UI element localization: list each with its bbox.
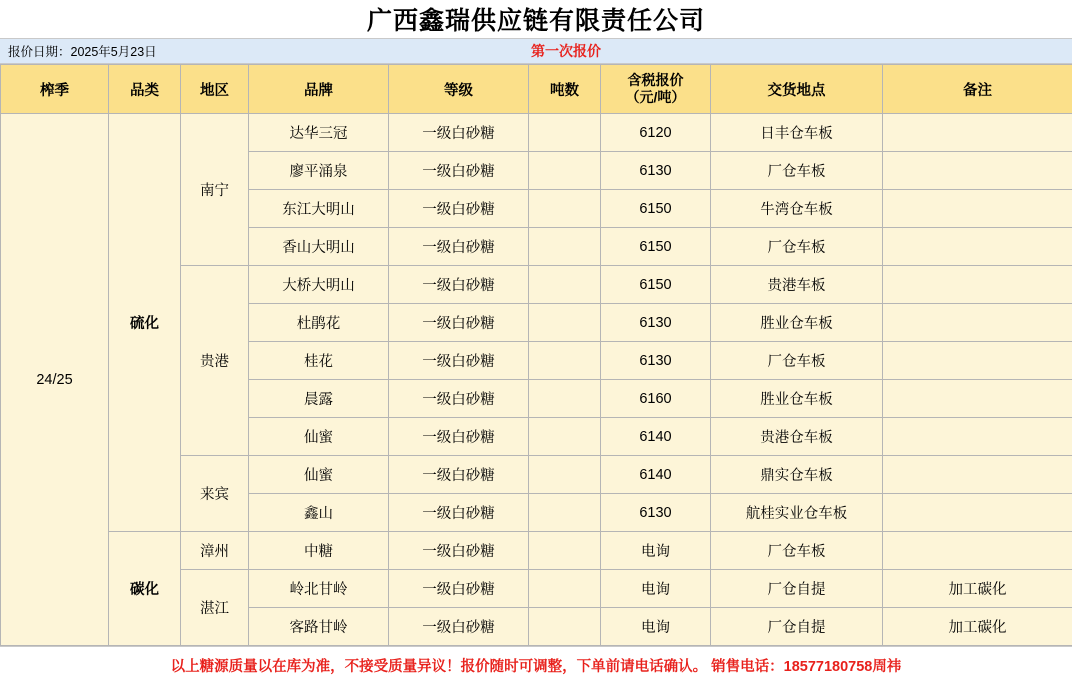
cell-brand: 中糖: [249, 532, 389, 570]
column-header-price-text: 含税报价: [627, 71, 684, 88]
quote-date: 报价日期：2025年5月23日: [8, 45, 157, 60]
cell-delivery-place: 牛湾仓车板: [711, 190, 883, 228]
cell-delivery-place: 胜业仓车板: [711, 304, 883, 342]
price-table: [0, 64, 1072, 646]
cell-grade: 一级白砂糖: [389, 418, 529, 456]
cell-remark: [883, 304, 1072, 342]
cell-remark: [883, 342, 1072, 380]
subheader-bar: [0, 39, 1072, 64]
cell-category-sulfur: 硫化: [109, 114, 181, 532]
cell-delivery-place: 厂仓车板: [711, 532, 883, 570]
cell-tons: [529, 418, 601, 456]
column-header-grade: 等级: [389, 65, 529, 114]
cell-delivery-place: 厂仓车板: [711, 342, 883, 380]
table-header: [1, 65, 1072, 114]
cell-tons: [529, 342, 601, 380]
cell-price: 电询: [601, 570, 711, 608]
cell-price: 6150: [601, 190, 711, 228]
cell-brand: 桂花: [249, 342, 389, 380]
cell-brand: 仙蜜: [249, 418, 389, 456]
cell-remark: [883, 456, 1072, 494]
cell-grade: 一级白砂糖: [389, 228, 529, 266]
cell-price: 电询: [601, 532, 711, 570]
cell-grade: 一级白砂糖: [389, 494, 529, 532]
cell-tons: [529, 456, 601, 494]
cell-price: 6130: [601, 342, 711, 380]
column-header-season: 榨季: [1, 65, 109, 114]
cell-remark: [883, 190, 1072, 228]
column-header-remark: 备注: [883, 65, 1072, 114]
quote-round-label: 第一次报价: [531, 43, 601, 60]
column-header-region: 地区: [181, 65, 249, 114]
footer-bar: [0, 646, 1072, 683]
cell-grade: 一级白砂糖: [389, 532, 529, 570]
cell-season: 24/25: [1, 114, 109, 646]
cell-price: 电询: [601, 608, 711, 646]
cell-brand: 仙蜜: [249, 456, 389, 494]
cell-delivery-place: 厂仓车板: [711, 152, 883, 190]
cell-remark: 加工碳化: [883, 570, 1072, 608]
title-bar: [0, 0, 1072, 39]
table-header-row: [1, 65, 1072, 114]
cell-tons: [529, 152, 601, 190]
cell-brand: 大桥大明山: [249, 266, 389, 304]
cell-brand: 廖平涌泉: [249, 152, 389, 190]
cell-delivery-place: 厂仓车板: [711, 228, 883, 266]
cell-grade: 一级白砂糖: [389, 570, 529, 608]
cell-remark: [883, 228, 1072, 266]
cell-brand: 杜鹃花: [249, 304, 389, 342]
cell-tons: [529, 532, 601, 570]
cell-grade: 一级白砂糖: [389, 266, 529, 304]
column-header-brand: 品牌: [249, 65, 389, 114]
cell-delivery-place: 厂仓自提: [711, 570, 883, 608]
cell-region-laibin: 来宾: [181, 456, 249, 532]
cell-tons: [529, 228, 601, 266]
column-header-delivery-place: 交货地点: [711, 65, 883, 114]
cell-brand: 达华三冠: [249, 114, 389, 152]
cell-brand: 香山大明山: [249, 228, 389, 266]
cell-tons: [529, 114, 601, 152]
column-header-price-unit: （元/吨）: [625, 89, 686, 106]
cell-delivery-place: 日丰仓车板: [711, 114, 883, 152]
cell-grade: 一级白砂糖: [389, 456, 529, 494]
cell-remark: [883, 266, 1072, 304]
cell-remark: [883, 152, 1072, 190]
cell-delivery-place: 鼎实仓车板: [711, 456, 883, 494]
cell-remark: [883, 418, 1072, 456]
cell-tons: [529, 266, 601, 304]
cell-tons: [529, 190, 601, 228]
cell-brand: 东江大明山: [249, 190, 389, 228]
cell-grade: 一级白砂糖: [389, 342, 529, 380]
cell-tons: [529, 570, 601, 608]
cell-region-zhanjiang: 湛江: [181, 570, 249, 646]
company-title: 广西鑫瑞供应链有限责任公司: [366, 7, 705, 36]
table-body: [1, 114, 1072, 646]
column-header-price: [601, 65, 711, 114]
cell-delivery-place: 贵港仓车板: [711, 418, 883, 456]
cell-price: 6130: [601, 494, 711, 532]
column-header-category: 品类: [109, 65, 181, 114]
cell-grade: 一级白砂糖: [389, 152, 529, 190]
cell-brand: 客路甘岭: [249, 608, 389, 646]
cell-remark: [883, 494, 1072, 532]
cell-price: 6150: [601, 266, 711, 304]
cell-grade: 一级白砂糖: [389, 304, 529, 342]
cell-price: 6140: [601, 418, 711, 456]
footer-note: 以上糖源质量以在库为准，不接受质量异议！报价随时可调整，下单前请电话确认。 销售电话：18577180758周祎: [170, 658, 902, 675]
cell-remark: [883, 114, 1072, 152]
cell-remark: 加工碳化: [883, 608, 1072, 646]
cell-brand: 岭北甘岭: [249, 570, 389, 608]
cell-region-guigang: 贵港: [181, 266, 249, 456]
cell-price: 6120: [601, 114, 711, 152]
cell-tons: [529, 608, 601, 646]
cell-delivery-place: 贵港车板: [711, 266, 883, 304]
cell-tons: [529, 304, 601, 342]
cell-grade: 一级白砂糖: [389, 114, 529, 152]
cell-price: 6140: [601, 456, 711, 494]
cell-tons: [529, 494, 601, 532]
cell-region-nanning: 南宁: [181, 114, 249, 266]
cell-remark: [883, 380, 1072, 418]
cell-price: 6160: [601, 380, 711, 418]
cell-category-carbon: 碳化: [109, 532, 181, 646]
cell-tons: [529, 380, 601, 418]
cell-brand: 晨露: [249, 380, 389, 418]
cell-delivery-place: 胜业仓车板: [711, 380, 883, 418]
table-row: [1, 114, 1072, 152]
cell-remark: [883, 532, 1072, 570]
cell-grade: 一级白砂糖: [389, 190, 529, 228]
cell-delivery-place: 航桂实业仓车板: [711, 494, 883, 532]
cell-price: 6130: [601, 152, 711, 190]
table-row: [1, 532, 1072, 570]
cell-region-zhangzhou: 漳州: [181, 532, 249, 570]
cell-price: 6150: [601, 228, 711, 266]
cell-grade: 一级白砂糖: [389, 380, 529, 418]
column-header-tons: 吨数: [529, 65, 601, 114]
cell-delivery-place: 厂仓自提: [711, 608, 883, 646]
cell-price: 6130: [601, 304, 711, 342]
cell-grade: 一级白砂糖: [389, 608, 529, 646]
cell-brand: 鑫山: [249, 494, 389, 532]
